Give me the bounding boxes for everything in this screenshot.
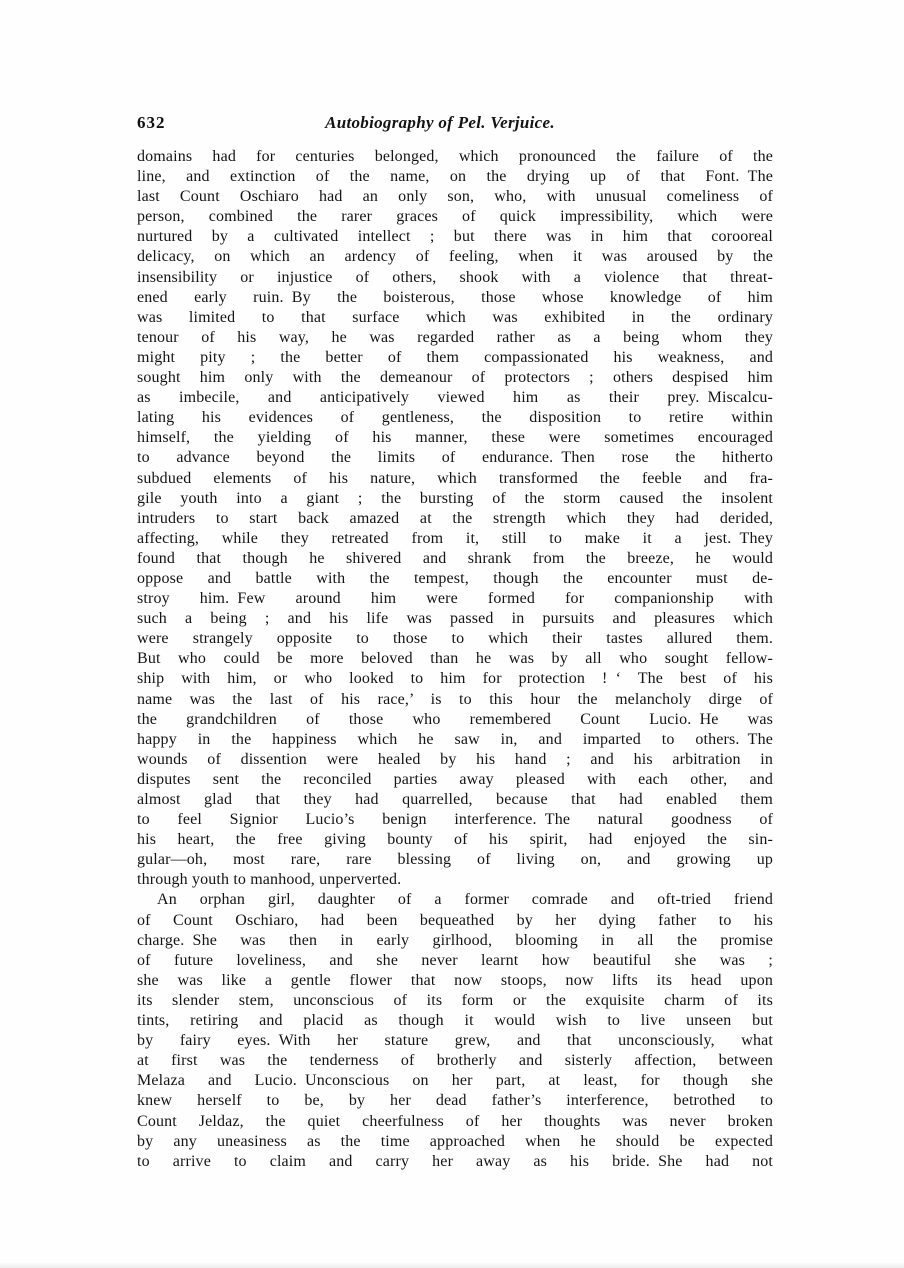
text-line: by fairy eyes. With her stature grew, and that unconsciously, what <box>137 1032 773 1050</box>
text-line: oppose and battle with the tempest, though the encounter must de- <box>137 569 773 587</box>
text-line: found that though he shivered and shrank from the breeze, he would <box>137 549 773 567</box>
text-line: intruders to start back amazed at the strength which they had derided, <box>137 509 773 527</box>
text-line: happy in the happiness which he saw in, and imparted to others. The <box>137 730 773 748</box>
text-line: might pity ; the better of them compassionated his weakness, and <box>137 348 773 366</box>
text-line: charge. She was then in early girlhood, blooming in all the promise <box>137 931 773 949</box>
text-line: person, combined the rarer graces of quick impressibility, which were <box>137 208 773 226</box>
text-line: of Count Oschiaro, had been bequeathed by her dying father to his <box>137 911 773 929</box>
text-line: as imbecile, and anticipatively viewed him as their prey. Miscalcu- <box>137 389 773 407</box>
text-line: An orphan girl, daughter of a former comrade and oft-tried friend <box>157 891 773 909</box>
page-number: 632 <box>137 113 166 132</box>
text-line: to advance beyond the limits of endurance. Then rose the hitherto <box>137 449 773 467</box>
text-line: were strangely opposite to those to which their tastes allured them. <box>137 630 773 648</box>
text-line: sought him only with the demeanour of protectors ; others despised him <box>137 369 773 387</box>
text-line: wounds of dissention were healed by his hand ; and his arbitration in <box>137 750 773 768</box>
text-line: through youth to manhood, unperverted. <box>137 871 402 889</box>
text-line: Count Jeldaz, the quiet cheerfulness of her thoughts was never broken <box>137 1112 773 1130</box>
text-line: almost glad that they had quarrelled, because that had enabled them <box>137 791 773 808</box>
text-line: subdued elements of his nature, which transformed the feeble and fra- <box>137 469 773 487</box>
text-line: delicacy, on which an ardency of feeling, when it was aroused by the <box>137 248 773 266</box>
text-line: tints, retiring and placid as though it would wish to live unseen but <box>137 1012 773 1030</box>
running-header <box>137 113 773 135</box>
text-line: himself, the yielding of his manner, these were sometimes encouraged <box>137 429 773 447</box>
text-line: was limited to that surface which was exhibited in the ordinary <box>137 308 773 326</box>
text-line: name was the last of his race,’ is to this hour the melancholy dirge of <box>137 690 773 708</box>
text-line: line, and extinction of the name, on the drying up of that Font. The <box>137 168 773 186</box>
text-line: to feel Signior Lucio’s benign interference. The natural goodness of <box>137 811 773 829</box>
text-line: to arrive to claim and carry her away as his bride. She had not <box>137 1152 773 1170</box>
text-line: lating his evidences of gentleness, the disposition to retire within <box>137 409 773 427</box>
text-line: his heart, the free giving bounty of his spirit, had enjoyed the sin- <box>137 831 773 849</box>
text-line: domains had for centuries belonged, which pronounced the failure of the <box>137 148 773 165</box>
paragraph-2 <box>137 890 773 1171</box>
text-line: she was like a gentle flower that now stoops, now lifts its head upon <box>137 971 773 989</box>
text-line: affecting, while they retreated from it, still to make it a jest. They <box>137 529 773 547</box>
text-line: Melaza and Lucio. Unconscious on her part, at least, for though she <box>137 1072 773 1090</box>
text-line: stroy him. Few around him were formed for companionship with <box>137 590 773 608</box>
text-line: ened early ruin. By the boisterous, those whose knowledge of him <box>137 288 773 306</box>
text-line: at first was the tenderness of brotherly and sisterly affection, between <box>137 1052 773 1070</box>
text-line: nurtured by a cultivated intellect ; but there was in him that corooreal <box>137 228 773 246</box>
text-line: disputes sent the reconciled parties away pleased with each other, and <box>137 770 773 788</box>
text-line: gile youth into a giant ; the bursting of the storm caused the insolent <box>137 489 773 507</box>
text-line: tenour of his way, he was regarded rather as a being whom they <box>137 328 773 346</box>
body-text <box>137 147 773 1172</box>
text-line: But who could be more beloved than he was by all who sought fellow- <box>137 650 773 668</box>
text-line: gular—oh, most rare, rare blessing of living on, and growing up <box>137 851 773 869</box>
text-line: ship with him, or who looked to him for protection ! ‘ The best of his <box>137 670 773 688</box>
text-line: insensibility or injustice of others, shook with a violence that threat- <box>137 268 773 286</box>
text-line: such a being ; and his life was passed in pursuits and pleasures which <box>137 610 773 628</box>
text-line: knew herself to be, by her dead father’s interference, betrothed to <box>137 1092 773 1110</box>
scan-edge-shadow <box>0 1262 904 1268</box>
paragraph-1 <box>137 147 773 890</box>
text-line: last Count Oschiaro had an only son, who, with unusual comeliness of <box>137 188 773 206</box>
text-line: of future loveliness, and she never learnt how beautiful she was ; <box>137 951 773 969</box>
text-line: by any uneasiness as the time approached when he should be expected <box>137 1132 773 1150</box>
text-line: its slender stem, unconscious of its form or the exquisite charm of its <box>137 991 773 1009</box>
running-title: Autobiography of Pel. Verjuice. <box>325 113 555 132</box>
text-line: the grandchildren of those who remembered Count Lucio. He was <box>137 710 773 728</box>
